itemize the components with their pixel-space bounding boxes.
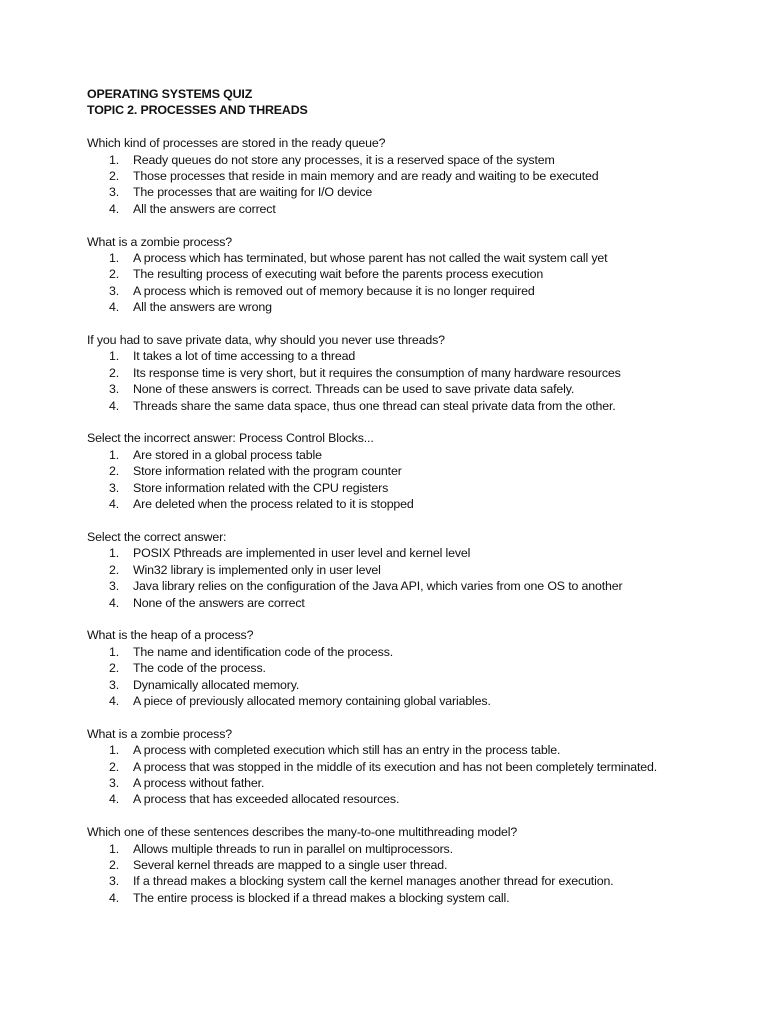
option-number: 4. [109,497,120,512]
answer-option [87,381,752,397]
answer-option [87,595,752,611]
answer-option [87,266,752,282]
option-text: A process which is removed out of memory because it is no longer required [133,283,535,298]
option-text: None of these answers is correct. Threads can be used to save private data safely. [133,382,575,397]
option-number: 1. [109,152,120,167]
option-number: 4. [109,300,120,315]
answer-option [87,250,752,266]
question-text: What is a zombie process? [87,234,232,249]
answer-options [87,250,752,316]
topic-heading: TOPIC 2. PROCESSES AND THREADS [87,103,308,118]
option-text: POSIX Pthreads are implemented in user level and kernel level [133,546,471,561]
answer-option [87,447,752,463]
question-block [87,135,752,217]
question-text: Which kind of processes are stored in the ready queue? [87,136,386,151]
option-number: 2. [109,267,120,282]
answer-option [87,365,752,381]
option-text: A process without father. [133,775,265,790]
option-text: If a thread makes a blocking system call the kernel manages another thread for execution. [133,874,614,889]
answer-option [87,496,752,512]
answer-option [87,463,752,479]
option-text: Java library relies on the configuration of the Java API, which varies from one OS to another [133,579,623,594]
option-number: 1. [109,644,120,659]
answer-option [87,742,752,758]
question-block [87,332,752,414]
quiz-title: OPERATING SYSTEMS QUIZ [87,87,253,101]
answer-option [87,480,752,496]
question-block [87,627,752,709]
question-block [87,529,752,611]
option-number: 3. [109,874,120,889]
answer-option [87,759,752,775]
question-text: Which one of these sentences describes the many-to-one multithreading model? [87,825,518,840]
option-text: The code of the process. [133,661,266,676]
option-number: 4. [109,890,120,905]
answer-option [87,857,752,873]
option-number: 3. [109,480,120,495]
answer-option [87,201,752,217]
header-spacer [87,119,752,135]
answer-option [87,791,752,807]
question-text: Select the correct answer: [87,529,227,544]
option-number: 2. [109,562,120,577]
option-text: A piece of previously allocated memory containing global variables. [133,693,491,708]
option-number: 3. [109,382,120,397]
answer-option [87,283,752,299]
answer-option [87,168,752,184]
option-text: The resulting process of executing wait before the parents process execution [133,267,544,282]
option-number: 3. [109,775,120,790]
answer-option [87,841,752,857]
option-text: Dynamically allocated memory. [133,677,300,692]
option-text: The processes that are waiting for I/O device [133,185,373,200]
option-number: 2. [109,464,120,479]
option-text: Are deleted when the process related to it is stopped [133,497,414,512]
option-number: 4. [109,792,120,807]
answer-option [87,693,752,709]
option-number: 2. [109,857,120,872]
option-text: Store information related with the CPU registers [133,480,389,495]
answer-option [87,873,752,889]
option-text: Ready queues do not store any processes, it is a reserved space of the system [133,152,555,167]
answer-options [87,742,752,808]
option-number: 2. [109,661,120,676]
option-text: All the answers are correct [133,201,276,216]
answer-options [87,348,752,414]
option-text: The name and identification code of the process. [133,644,394,659]
option-number: 3. [109,579,120,594]
option-text: Are stored in a global process table [133,447,322,462]
answer-options [87,545,752,611]
option-number: 1. [109,743,120,758]
answer-options [87,644,752,710]
option-number: 1. [109,447,120,462]
option-text: A process with completed execution which still has an entry in the process table. [133,743,561,758]
answer-option [87,775,752,791]
option-text: It takes a lot of time accessing to a thread [133,349,356,364]
option-number: 2. [109,169,120,184]
question-text: What is a zombie process? [87,726,232,741]
quiz-page [87,86,752,923]
answer-option [87,578,752,594]
answer-option [87,660,752,676]
option-text: A process which has terminated, but whose parent has not called the wait system call yet [133,251,608,266]
answer-option [87,398,752,414]
option-text: Win32 library is implemented only in user level [133,562,381,577]
option-number: 1. [109,349,120,364]
answer-option [87,152,752,168]
option-number: 4. [109,693,120,708]
answer-option [87,562,752,578]
question-block [87,430,752,512]
option-number: 4. [109,201,120,216]
answer-options [87,152,752,218]
option-number: 3. [109,185,120,200]
option-text: Several kernel threads are mapped to a single user thread. [133,857,448,872]
option-text: The entire process is blocked if a thread makes a blocking system call. [133,890,510,905]
question-block [87,824,752,906]
option-text: A process that was stopped in the middle of its execution and has not been completely terminated. [133,759,658,774]
option-number: 3. [109,677,120,692]
answer-option [87,545,752,561]
answer-option [87,677,752,693]
answer-option [87,348,752,364]
option-number: 1. [109,841,120,856]
option-number: 2. [109,759,120,774]
option-text: Those processes that reside in main memory and are ready and waiting to be executed [133,169,599,184]
answer-option [87,299,752,315]
question-text: Select the incorrect answer: Process Control Blocks... [87,431,374,446]
answer-option [87,184,752,200]
option-text: Threads share the same data space, thus one thread can steal private data from the other. [133,398,616,413]
question-block [87,234,752,316]
option-text: None of the answers are correct [133,595,305,610]
option-number: 4. [109,398,120,413]
option-number: 1. [109,546,120,561]
question-list [87,135,752,906]
question-block [87,726,752,808]
question-text: If you had to save private data, why should you never use threads? [87,333,445,348]
question-text: What is the heap of a process? [87,628,254,643]
option-text: Store information related with the program counter [133,464,402,479]
option-number: 3. [109,283,120,298]
answer-options [87,841,752,907]
answer-option [87,644,752,660]
answer-options [87,447,752,513]
option-text: All the answers are wrong [133,300,272,315]
option-number: 2. [109,365,120,380]
answer-option [87,890,752,906]
option-text: A process that has exceeded allocated resources. [133,792,400,807]
option-number: 4. [109,595,120,610]
option-text: Its response time is very short, but it requires the consumption of many hardware resources [133,365,621,380]
option-text: Allows multiple threads to run in parallel on multiprocessors. [133,841,453,856]
option-number: 1. [109,251,120,266]
